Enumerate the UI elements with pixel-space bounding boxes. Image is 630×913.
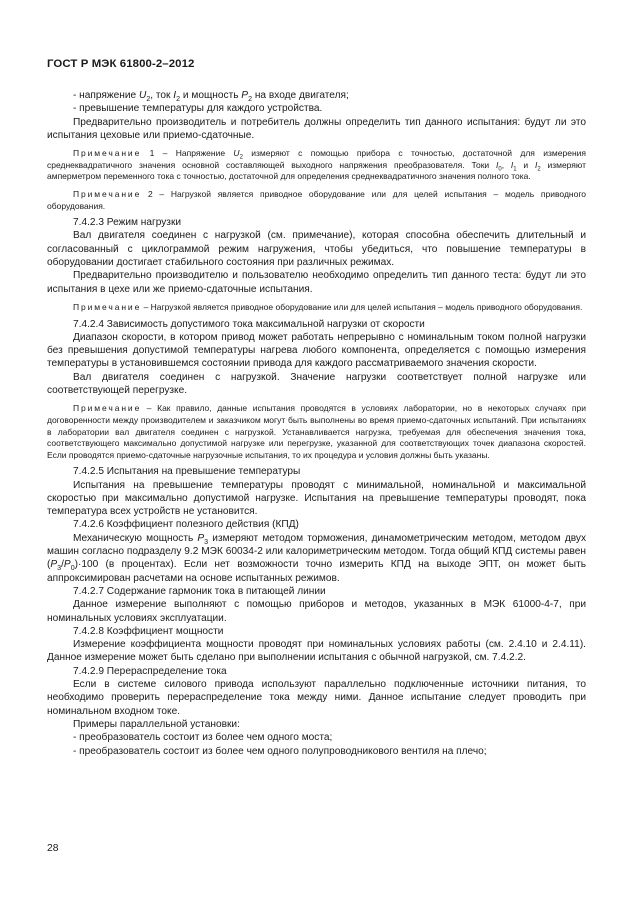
bullet-semiconductor: - преобразователь состоит из более чем одного полупроводникового вентиля на плечо; bbox=[73, 745, 487, 757]
heading-7-4-2-9: 7.4.2.9 Перераспределение тока bbox=[73, 665, 227, 677]
heading-7-4-2-5: 7.4.2.5 Испытания на превышение температуры bbox=[73, 466, 301, 478]
note-7-4-2-3: Примечание – Нагрузкой является приводное оборудование или для целей испытания – модель приводного оборудования. bbox=[73, 301, 583, 312]
note-1: Примечание 1 – Напряжение $U_2$ измеряют с помощью прибора с точностью, достаточной для измерения среднеквадратичного значения основной составляющей выходного напряжения преобразователя. Токи $I_0$, $I_1$ и $I_2$ измеряют амперметром переменного тока с точностью, достаточной для определения среднеквадратичного значения полного тока. bbox=[47, 148, 586, 182]
document-body bbox=[47, 89, 586, 758]
paragraph-7-4-2-9-a: Если в системе силового привода используют параллельно подключенные источники питания, то необходимо проверить перераспределение тока между ними. Данное испытание следует проводить при номинальном входном токе. bbox=[47, 679, 586, 717]
paragraph-7-4-2-5: Испытания на превышение температуры проводят с минимальной, номинальной и максимальной скоростью при максимально допустимой нагрузке. Испытания на превышение температуры проводят, пока температура всех устройств не установится. bbox=[47, 479, 586, 518]
heading-7-4-2-3: 7.4.2.3 Режим нагрузки bbox=[73, 217, 182, 229]
paragraph-7-4-2-4-b: Вал двигателя соединен с нагрузкой. Значение нагрузки соответствует полной нагрузке или соответствующей перегрузке. bbox=[47, 371, 586, 397]
bullet-bridge: - преобразователь состоит из более чем одного моста; bbox=[73, 732, 333, 744]
heading-7-4-2-4: 7.4.2.4 Зависимость допустимого тока максимальной нагрузки от скорости bbox=[73, 318, 425, 330]
paragraph-7-4-2-9-b: Примеры параллельной установки: bbox=[73, 718, 240, 730]
paragraph-test-type: Предварительно производитель и потребитель должны определить тип данного испытания: будут ли это испытания цеховые или приемо-сдаточные. bbox=[47, 116, 586, 141]
heading-7-4-2-6: 7.4.2.6 Коэффициент полезного действия (КПД) bbox=[73, 519, 299, 531]
page-number: 28 bbox=[47, 843, 59, 854]
paragraph-7-4-2-4-a: Диапазон скорости, в котором привод может работать непрерывно с номинальным током полной нагрузки без превышения допустимой температуры нагрева любого компонента, определяется с помощью измерения температуры в установившемся состоянии привода для каждого рассматриваемого значения скорости. bbox=[47, 331, 586, 370]
heading-7-4-2-8: 7.4.2.8 Коэффициент мощности bbox=[73, 625, 224, 637]
paragraph-7-4-2-7: Данное измерение выполняют с помощью приборов и методов, указанных в МЭК 61000-4-7, при номинальных условиях эксплуатации. bbox=[47, 599, 586, 624]
paragraph-7-4-2-3-b: Предварительно производителю и пользователю необходимо определить тип данного теста: будут ли это испытания в цехе или же приемо-сдаточные испытания. bbox=[47, 270, 586, 295]
bullet-temperature: - превышение температуры для каждого устройства. bbox=[73, 103, 323, 115]
paragraph-7-4-2-6: Механическую мощность $P_3$ измеряют методом торможения, динамометрическим методом, методом двух машин согласно подразделу 9.2 МЭК 60034-2 или калориметрическим методом. Тогда общий КПД системы равен $(P_3/P_0)\cdot 100$ (в процентах). Если нет возможности точно измерить КПД на выходе ЭПТ, он может быть аппроксимирован расчетами на основе испытанных режимов. bbox=[47, 532, 587, 584]
bullet-voltage: - напряжение $U_2$, ток $I_2$ и мощность $P_2$ на входе двигателя; bbox=[73, 90, 349, 104]
paragraph-7-4-2-3-a: Вал двигателя соединен с нагрузкой (см. примечание), которая способна обеспечить длительный и согласованный с циклограммой режим нагружения, чтобы убедиться, что повышение температуры в оборудовании достигает стабильного состояния при различных режимах. bbox=[47, 230, 586, 269]
page-header-title: ГОСТ Р МЭК 61800-2–2012 bbox=[47, 58, 195, 70]
heading-7-4-2-7: 7.4.2.7 Содержание гармоник тока в питающей линии bbox=[73, 585, 326, 597]
note-7-4-2-4: Примечание – Как правило, данные испытания проводятся в условиях лаборатории, но в некоторых случаях при договоренности между производителем и заказчиком могут быть выполнены во время приемо-сдаточных испытаний. При испытаниях в лаборатории вал двигателя соединен с нагрузкой. Устанавливается нагрузка, требуемая для обеспечения значения тока, соответствующего максимально допустимой нагрузке или перегрузке, указанной для соответствующих точек диапазона скоростей. Если проводятся приемо-сдаточные нагрузочные испытания, то их процедура и условия должны быть указаны. bbox=[47, 403, 586, 460]
note-2: Примечание 2 – Нагрузкой является приводное оборудование или для целей испытания – модель приводного оборудования. bbox=[47, 188, 586, 211]
paragraph-7-4-2-8: Измерение коэффициента мощности проводят при номинальных условиях работы (см. 2.4.10 и 2.4.11). Данное измерение может быть сделано при выполнении испытания с обычной нагрузкой, см. 7.4.2.2. bbox=[47, 639, 586, 664]
